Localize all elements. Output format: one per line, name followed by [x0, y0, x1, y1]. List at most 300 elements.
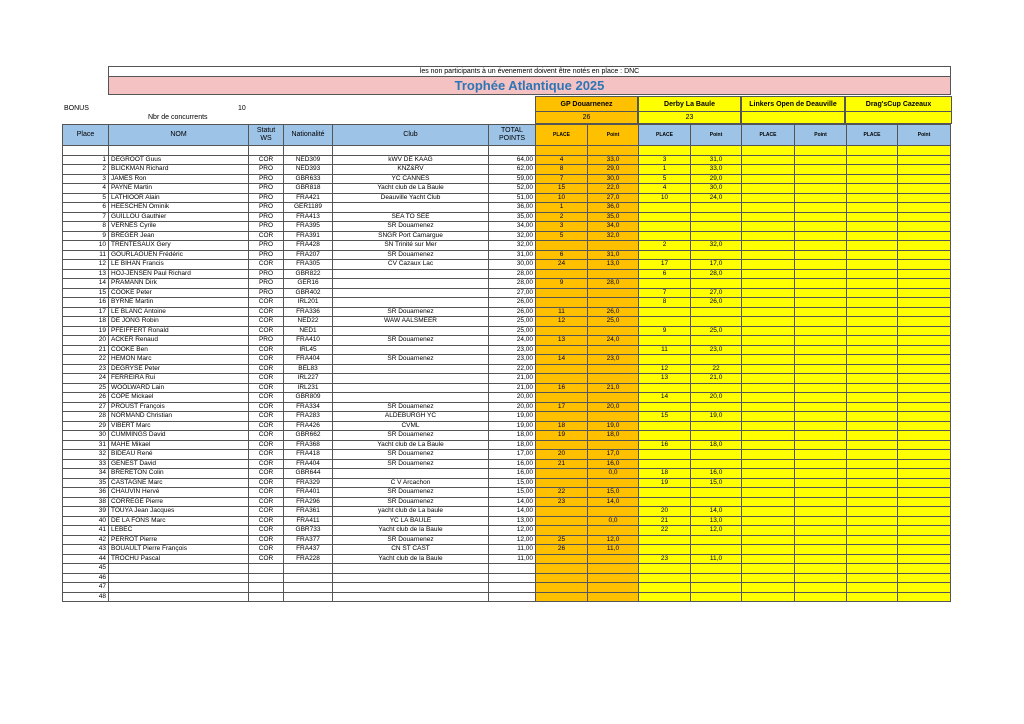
cell-statut: COR	[249, 412, 284, 422]
cell-e3-place	[742, 250, 795, 260]
cell-nationalite: IRL45	[284, 345, 333, 355]
cell-nom: DEGROOT Guus	[109, 155, 249, 165]
cell-e3-point	[795, 336, 847, 346]
cell-e1-point: 0,0	[588, 516, 639, 526]
cell-e1-place: 13	[536, 336, 588, 346]
table-row	[63, 184, 951, 194]
cell-e2-point: 28,0	[691, 269, 742, 279]
cell-club	[333, 374, 489, 384]
cell-e3-point	[795, 193, 847, 203]
cell-statut	[249, 564, 284, 574]
cell-statut: COR	[249, 554, 284, 564]
cell-e3-point	[795, 203, 847, 213]
cell-e2-point: 18,0	[691, 440, 742, 450]
event-name-1: GP Douarnenez	[535, 96, 638, 112]
cell-e2-point: 20,0	[691, 393, 742, 403]
cell-e3-place	[742, 222, 795, 232]
cell-statut: PRO	[249, 222, 284, 232]
cell-place: 40	[63, 516, 109, 526]
cell-e2-place: 6	[639, 269, 691, 279]
cell-club	[333, 364, 489, 374]
cell-nom: HOJ-JENSEN Paul Richard	[109, 269, 249, 279]
cell-nom: LATHIOOR Alain	[109, 193, 249, 203]
cell-e4-point	[898, 507, 951, 517]
cell-total: 11,00	[489, 545, 536, 555]
cell-e3-point	[795, 478, 847, 488]
cell-place: 27	[63, 402, 109, 412]
cell-e3-point	[795, 497, 847, 507]
cell-statut: COR	[249, 545, 284, 555]
cell-total: 36,00	[489, 203, 536, 213]
cell-e4-place	[847, 383, 898, 393]
cell-nom: COPE Mickael	[109, 393, 249, 403]
cell-e1-place: 18	[536, 421, 588, 431]
cell-e3-point	[795, 298, 847, 308]
cell-e2-point	[691, 592, 742, 602]
table-row	[63, 526, 951, 536]
cell-nom: LE BLANC Antoine	[109, 307, 249, 317]
cell-e2-point	[691, 231, 742, 241]
cell-e3-point	[795, 450, 847, 460]
cell-total: 23,00	[489, 345, 536, 355]
cell-statut: PRO	[249, 193, 284, 203]
spacer-row	[63, 146, 951, 156]
cell-e2-place: 21	[639, 516, 691, 526]
cell-e1-place	[536, 374, 588, 384]
cell-place: 7	[63, 212, 109, 222]
col-statut: Statut WS	[249, 125, 284, 146]
table-row	[63, 155, 951, 165]
cell-e1-place: 12	[536, 317, 588, 327]
cell-e2-point	[691, 317, 742, 327]
cell-nom: BRERETON Colin	[109, 469, 249, 479]
table-row	[63, 317, 951, 327]
cell-total: 64,00	[489, 155, 536, 165]
cell-e2-place: 5	[639, 174, 691, 184]
cell-statut: COR	[249, 526, 284, 536]
cell-total: 25,00	[489, 317, 536, 327]
cell-e4-point	[898, 402, 951, 412]
cell-nationalite: FRA329	[284, 478, 333, 488]
cell-e4-place	[847, 326, 898, 336]
cell-statut: PRO	[249, 212, 284, 222]
cell-e1-place: 24	[536, 260, 588, 270]
cell-club: SR Douarnenez	[333, 355, 489, 365]
bonus-label: BONUS	[64, 105, 89, 112]
cell-e3-point	[795, 412, 847, 422]
cell-nom: COOKE Ben	[109, 345, 249, 355]
cell-e3-point	[795, 231, 847, 241]
cell-e3-place	[742, 260, 795, 270]
cell-e2-place	[639, 402, 691, 412]
cell-club: SR Douarnenez	[333, 222, 489, 232]
cell-e3-place	[742, 241, 795, 251]
cell-place: 9	[63, 231, 109, 241]
cell-nom: CHAUVIN Hervé	[109, 488, 249, 498]
cell-e1-point: 35,0	[588, 212, 639, 222]
cell-e4-point	[898, 374, 951, 384]
cell-e2-point: 12,0	[691, 526, 742, 536]
cell-e1-place	[536, 364, 588, 374]
cell-nom: BLICKMAN Richard	[109, 165, 249, 175]
cell-nationalite: FRA413	[284, 212, 333, 222]
table-row	[63, 478, 951, 488]
cell-e3-place	[742, 583, 795, 593]
cell-e2-place	[639, 564, 691, 574]
cell-e2-place	[639, 535, 691, 545]
cell-nom: PFEIFFERT Ronald	[109, 326, 249, 336]
cell-e1-place: 17	[536, 402, 588, 412]
cell-e2-point: 31,0	[691, 155, 742, 165]
cell-club	[333, 583, 489, 593]
cell-e3-point	[795, 488, 847, 498]
cell-e3-point	[795, 155, 847, 165]
cell-club	[333, 269, 489, 279]
cell-e2-point: 19,0	[691, 412, 742, 422]
cell-e2-point: 33,0	[691, 165, 742, 175]
cell-e3-place	[742, 450, 795, 460]
cell-nationalite: FRA334	[284, 402, 333, 412]
table-row	[63, 279, 951, 289]
table-row	[63, 298, 951, 308]
cell-nationalite: FRA404	[284, 355, 333, 365]
cell-club	[333, 345, 489, 355]
e3-point-header: Point	[795, 125, 847, 146]
cell-e1-place	[536, 516, 588, 526]
cell-nom: PAYNE Martin	[109, 184, 249, 194]
cell-club: KNZ&RV	[333, 165, 489, 175]
cell-e2-point	[691, 336, 742, 346]
cell-total: 35,00	[489, 212, 536, 222]
cell-e1-place	[536, 573, 588, 583]
cell-place: 3	[63, 174, 109, 184]
cell-e4-point	[898, 535, 951, 545]
cell-e3-place	[742, 269, 795, 279]
cell-statut: COR	[249, 326, 284, 336]
cell-e3-place	[742, 478, 795, 488]
cell-place: 41	[63, 526, 109, 536]
table-row	[63, 222, 951, 232]
cell-nationalite: FRA336	[284, 307, 333, 317]
cell-e2-point	[691, 488, 742, 498]
cell-club	[333, 393, 489, 403]
cell-e2-point	[691, 573, 742, 583]
cell-club: SR Douarnenez	[333, 488, 489, 498]
cell-club	[333, 203, 489, 213]
table-row	[63, 260, 951, 270]
cell-nationalite: FRA395	[284, 222, 333, 232]
cell-e4-place	[847, 374, 898, 384]
cell-nationalite: NED22	[284, 317, 333, 327]
cell-e2-place: 1	[639, 165, 691, 175]
cell-place: 21	[63, 345, 109, 355]
cell-club: Yacht club de La Baule	[333, 184, 489, 194]
cell-statut: COR	[249, 535, 284, 545]
cell-e2-point	[691, 535, 742, 545]
cell-e1-place: 15	[536, 184, 588, 194]
cell-e2-place: 9	[639, 326, 691, 336]
cell-e2-place	[639, 355, 691, 365]
cell-nom: DE LA FONS Marc	[109, 516, 249, 526]
cell-nationalite: FRA283	[284, 412, 333, 422]
cell-e3-place	[742, 155, 795, 165]
cell-place: 29	[63, 421, 109, 431]
cell-e2-place	[639, 545, 691, 555]
cell-place: 25	[63, 383, 109, 393]
cell-nom: GUILLOU Gauthier	[109, 212, 249, 222]
standings-table	[62, 124, 951, 602]
cell-statut: COR	[249, 364, 284, 374]
cell-e1-point: 29,0	[588, 165, 639, 175]
table-row	[63, 573, 951, 583]
cell-e4-place	[847, 516, 898, 526]
cell-nationalite: FRA411	[284, 516, 333, 526]
cell-e1-point: 24,0	[588, 336, 639, 346]
cell-nationalite: FRA305	[284, 260, 333, 270]
cell-place: 23	[63, 364, 109, 374]
cell-club	[333, 326, 489, 336]
cell-e4-point	[898, 564, 951, 574]
cell-e2-point: 13,0	[691, 516, 742, 526]
cell-statut: PRO	[249, 336, 284, 346]
e1-point-header: Point	[588, 125, 639, 146]
cell-club: CVML	[333, 421, 489, 431]
cell-e4-point	[898, 355, 951, 365]
cell-e1-place	[536, 507, 588, 517]
cell-e3-place	[742, 165, 795, 175]
cell-e4-place	[847, 573, 898, 583]
cell-e3-place	[742, 193, 795, 203]
col-place: Place	[63, 125, 109, 146]
cell-e2-place	[639, 583, 691, 593]
cell-e1-place: 3	[536, 222, 588, 232]
cell-nationalite: FRA361	[284, 507, 333, 517]
cell-e2-place	[639, 212, 691, 222]
cell-nom: HEMON Marc	[109, 355, 249, 365]
cell-e1-place	[536, 412, 588, 422]
cell-e2-place	[639, 222, 691, 232]
cell-e4-point	[898, 478, 951, 488]
cell-e3-place	[742, 231, 795, 241]
cell-e4-point	[898, 516, 951, 526]
cell-e1-point: 26,0	[588, 307, 639, 317]
cell-e2-point: 15,0	[691, 478, 742, 488]
cell-e2-point	[691, 307, 742, 317]
cell-total: 15,00	[489, 488, 536, 498]
cell-e4-point	[898, 250, 951, 260]
cell-total: 32,00	[489, 231, 536, 241]
cell-e3-point	[795, 212, 847, 222]
cell-e4-point	[898, 554, 951, 564]
cell-statut: COR	[249, 459, 284, 469]
cell-e4-place	[847, 488, 898, 498]
cell-e2-point: 24,0	[691, 193, 742, 203]
cell-e4-place	[847, 317, 898, 327]
table-row	[63, 516, 951, 526]
table-row	[63, 412, 951, 422]
cell-total	[489, 573, 536, 583]
cell-e1-place	[536, 440, 588, 450]
event-name-3: Linkers Open de Deauville	[741, 96, 845, 112]
table-row	[63, 241, 951, 251]
e4-point-header: Point	[898, 125, 951, 146]
cell-statut: PRO	[249, 269, 284, 279]
cell-nationalite	[284, 573, 333, 583]
cell-statut: COR	[249, 155, 284, 165]
cell-e1-point: 18,0	[588, 431, 639, 441]
cell-e1-place	[536, 288, 588, 298]
cell-nationalite: FRA296	[284, 497, 333, 507]
cell-nationalite: GBR809	[284, 393, 333, 403]
cell-nom: GOURLAOUEN Frédéric	[109, 250, 249, 260]
cell-e4-point	[898, 212, 951, 222]
cell-place: 8	[63, 222, 109, 232]
cell-e2-place	[639, 250, 691, 260]
cell-statut: COR	[249, 431, 284, 441]
cell-e3-place	[742, 393, 795, 403]
cell-e3-point	[795, 592, 847, 602]
cell-total: 18,00	[489, 440, 536, 450]
cell-e1-point: 30,0	[588, 174, 639, 184]
cell-total: 20,00	[489, 402, 536, 412]
cell-e2-point	[691, 564, 742, 574]
cell-e1-point: 15,0	[588, 488, 639, 498]
cell-total: 27,00	[489, 288, 536, 298]
cell-nom: FERREIRA Rui	[109, 374, 249, 384]
cell-e3-place	[742, 592, 795, 602]
cell-place: 17	[63, 307, 109, 317]
cell-e1-place	[536, 478, 588, 488]
cell-e4-place	[847, 431, 898, 441]
cell-e1-point	[588, 288, 639, 298]
e2-place-header: PLACE	[639, 125, 691, 146]
cell-e2-place: 3	[639, 155, 691, 165]
cell-statut: COR	[249, 307, 284, 317]
cell-e3-point	[795, 317, 847, 327]
cell-total: 23,00	[489, 355, 536, 365]
cell-club: Yacht club de la Baule	[333, 526, 489, 536]
cell-place: 46	[63, 573, 109, 583]
cell-e2-place: 10	[639, 193, 691, 203]
cell-e3-point	[795, 165, 847, 175]
e4-place-header: PLACE	[847, 125, 898, 146]
cell-e3-point	[795, 288, 847, 298]
table-row	[63, 459, 951, 469]
cell-e2-place	[639, 592, 691, 602]
cell-nom: CUMMINGS David	[109, 431, 249, 441]
cell-nom: CASTAGNE Marc	[109, 478, 249, 488]
cell-e1-point	[588, 478, 639, 488]
cell-e3-place	[742, 345, 795, 355]
cell-e1-place: 1	[536, 203, 588, 213]
cell-club: YC LA BAULE	[333, 516, 489, 526]
cell-nationalite: FRA410	[284, 336, 333, 346]
cell-e1-point	[588, 573, 639, 583]
cell-e3-place	[742, 279, 795, 289]
cell-e2-point: 27,0	[691, 288, 742, 298]
cell-e1-place	[536, 554, 588, 564]
cell-statut: PRO	[249, 203, 284, 213]
cell-club: WAW AALSMEER	[333, 317, 489, 327]
cell-nom: PROUST François	[109, 402, 249, 412]
cell-e3-place	[742, 440, 795, 450]
cell-statut: COR	[249, 317, 284, 327]
cell-e3-point	[795, 279, 847, 289]
cell-e1-point: 33,0	[588, 155, 639, 165]
cell-e3-point	[795, 241, 847, 251]
cell-statut: PRO	[249, 184, 284, 194]
cell-e4-point	[898, 203, 951, 213]
cell-e4-place	[847, 554, 898, 564]
cell-e3-point	[795, 507, 847, 517]
cell-e1-place: 14	[536, 355, 588, 365]
cell-e4-point	[898, 592, 951, 602]
cell-nom: NORMAND Christian	[109, 412, 249, 422]
cell-club: SEA TO SEE	[333, 212, 489, 222]
cell-e3-place	[742, 326, 795, 336]
cell-e4-point	[898, 222, 951, 232]
cell-e2-place	[639, 421, 691, 431]
cell-nom: PERROT Pierre	[109, 535, 249, 545]
cell-statut: COR	[249, 507, 284, 517]
cell-e2-point	[691, 222, 742, 232]
cell-statut: COR	[249, 497, 284, 507]
cell-e1-point: 19,0	[588, 421, 639, 431]
cell-e3-point	[795, 402, 847, 412]
cell-club: C V Arcachon	[333, 478, 489, 488]
cell-e4-point	[898, 165, 951, 175]
cell-e4-place	[847, 260, 898, 270]
table-row	[63, 326, 951, 336]
table-row	[63, 497, 951, 507]
cell-e2-place: 8	[639, 298, 691, 308]
cell-e4-point	[898, 317, 951, 327]
cell-nationalite: FRA228	[284, 554, 333, 564]
cell-e4-place	[847, 583, 898, 593]
cell-e2-point	[691, 203, 742, 213]
cell-place: 35	[63, 478, 109, 488]
cell-club: SR Douarnenez	[333, 307, 489, 317]
cell-e2-point: 23,0	[691, 345, 742, 355]
table-row	[63, 507, 951, 517]
cell-nom: ACKER Renaud	[109, 336, 249, 346]
cell-e3-place	[742, 203, 795, 213]
cell-e3-place	[742, 298, 795, 308]
cell-e3-place	[742, 507, 795, 517]
cell-e4-place	[847, 459, 898, 469]
cell-statut: COR	[249, 402, 284, 412]
cell-total: 15,00	[489, 478, 536, 488]
e1-place-header: PLACE	[536, 125, 588, 146]
cell-e1-point: 28,0	[588, 279, 639, 289]
cell-nationalite: FRA426	[284, 421, 333, 431]
cell-statut: COR	[249, 450, 284, 460]
cell-place: 5	[63, 193, 109, 203]
cell-e4-point	[898, 298, 951, 308]
cell-statut: COR	[249, 345, 284, 355]
nbr-concurrents-label: Nbr de concurrents	[148, 114, 208, 121]
cell-total	[489, 564, 536, 574]
cell-total: 59,00	[489, 174, 536, 184]
cell-place: 38	[63, 497, 109, 507]
cell-statut: PRO	[249, 165, 284, 175]
cell-nationalite: FRA418	[284, 450, 333, 460]
cell-e1-place: 10	[536, 193, 588, 203]
cell-e3-place	[742, 364, 795, 374]
cell-e3-point	[795, 431, 847, 441]
cell-e1-place	[536, 345, 588, 355]
cell-e1-point	[588, 241, 639, 251]
